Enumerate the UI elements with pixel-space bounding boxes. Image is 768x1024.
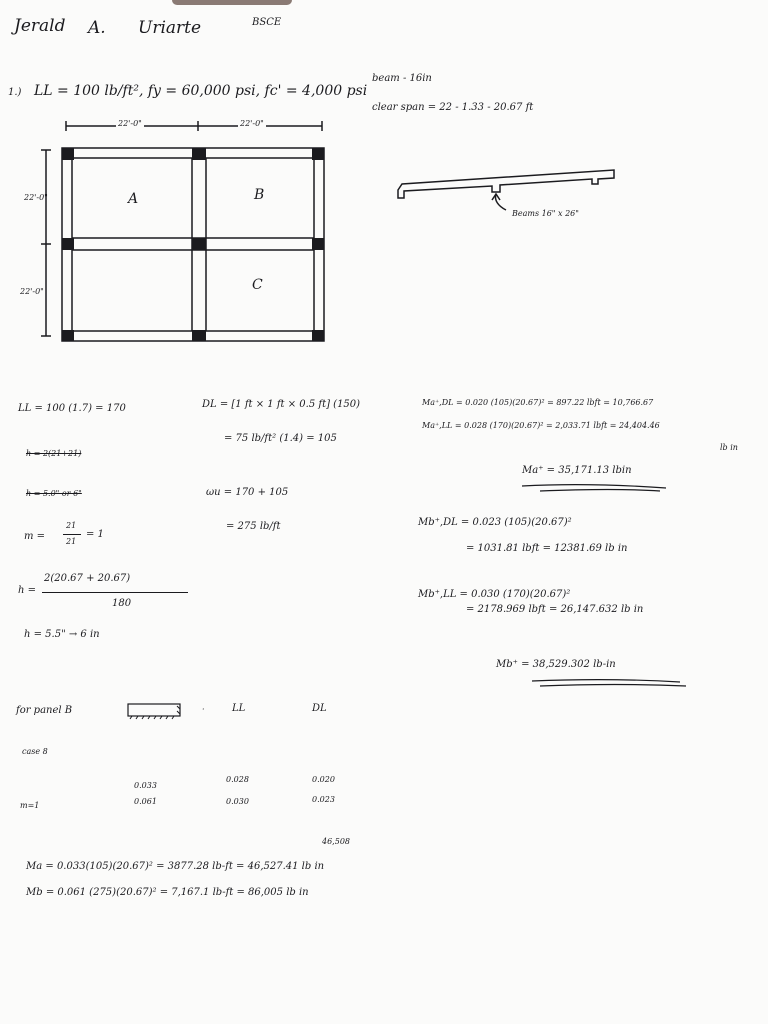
panel-b-heading: for panel B <box>16 705 73 716</box>
crossed-out-calc-2: h = 5.0" or 6" <box>26 489 82 498</box>
mb-dead-load: Mb⁺,DL = 0.023 (105)(20.67)² <box>418 517 572 528</box>
floor-plan-sketch <box>0 0 768 360</box>
moment-mb: Mb = 0.061 (275)(20.67)² = 7,167.1 lb-ft = 86,005 lb in <box>26 887 309 898</box>
thickness-result: h = 5.5" → 6 in <box>24 629 100 640</box>
beam-size: beam - 16in <box>372 73 432 84</box>
given-values: LL = 100 lb/ft², fy = 60,000 psi, fc' = 4,000 psi <box>34 83 368 99</box>
course-label: BSCE <box>252 17 282 28</box>
coef-col2-row1: 0.028 <box>226 775 249 784</box>
m-ratio-denominator: 21 <box>66 537 77 546</box>
m-row-label: m=1 <box>20 801 40 810</box>
m-ratio-numerator: 21 <box>66 521 77 530</box>
crossed-out-calc-1: h = 2(21+21) <box>26 449 82 458</box>
thickness-fraction-bar <box>42 592 188 593</box>
problem-number: 1.) <box>8 87 22 98</box>
panel-b-label: B <box>254 187 265 203</box>
student-middle-initial: A. <box>88 18 106 38</box>
moment-ma: Ma = 0.033(105)(20.67)² = 3877.28 lb-ft = 46,527.41 lb in <box>26 861 325 872</box>
mb-total: Mb⁺ = 38,529.302 lb-in <box>496 659 616 670</box>
plan-dim-left-top: 22'-0" <box>24 193 48 202</box>
student-first-name: Jerald <box>14 16 66 36</box>
case-label: case 8 <box>22 747 48 756</box>
m-ratio-result: = 1 <box>86 529 104 540</box>
panel-a-label: A <box>128 191 139 207</box>
beam-section-label: Beams 16" x 26" <box>512 209 579 218</box>
thickness-numerator: 2(20.67 + 20.67) <box>44 573 131 584</box>
mb-dead-load-result: = 1031.81 lbft = 12381.69 lb in <box>466 543 628 554</box>
ll-column-header: LL <box>232 703 246 714</box>
ma-total-underline <box>520 480 670 494</box>
dead-load-calc: DL = [1 ft × 1 ft × 0.5 ft] (150) <box>202 399 361 410</box>
separator-dot: · <box>202 705 205 714</box>
ma-live-load: Ma⁺,LL = 0.028 (170)(20.67)² = 2,033.71 lbft = 24,404.46 <box>422 421 660 430</box>
mb-live-load-result: = 2178.969 lbft = 26,147.632 lb in <box>466 604 644 615</box>
plan-dim-top-right: 22'-0" <box>240 119 264 128</box>
dl-column-header: DL <box>312 703 327 714</box>
plan-dim-left-bottom: 22'-0" <box>20 287 44 296</box>
ma-live-load-unit: lb in <box>720 443 738 452</box>
mb-total-underline <box>530 676 690 690</box>
coef-col1-row1: 0.033 <box>134 781 157 790</box>
coef-col1-row2: 0.061 <box>134 797 157 806</box>
thickness-denominator: 180 <box>112 598 132 609</box>
panel-c-label: C <box>252 277 263 293</box>
live-load-factored: LL = 100 (1.7) = 170 <box>18 403 126 414</box>
coef-col3-row1: 0.020 <box>312 775 335 784</box>
ultimate-load: ωu = 170 + 105 <box>206 487 289 498</box>
coef-col3-row2: 0.023 <box>312 795 335 804</box>
m-ratio-label: m = <box>24 531 46 542</box>
dead-load-factored: = 75 lb/ft² (1.4) = 105 <box>224 433 337 444</box>
ultimate-load-result: = 275 lb/ft <box>226 521 281 532</box>
moment-annotation: 46,508 <box>322 837 350 846</box>
thickness-label: h = <box>18 585 36 596</box>
ma-total: Ma⁺ = 35,171.13 lbin <box>522 465 632 476</box>
m-ratio-fraction-bar <box>63 534 81 535</box>
ma-dead-load: Ma⁺,DL = 0.020 (105)(20.67)² = 897.22 lbft = 10,766.67 <box>422 398 654 407</box>
mb-live-load: Mb⁺,LL = 0.030 (170)(20.67)² <box>418 589 571 600</box>
coef-col2-row2: 0.030 <box>226 797 249 806</box>
panel-b-edge-sketch <box>124 700 184 720</box>
clear-span: clear span = 22 - 1.33 - 20.67 ft <box>372 102 534 113</box>
student-last-name: Uriarte <box>138 18 202 38</box>
plan-dim-top-left: 22'-0" <box>118 119 142 128</box>
